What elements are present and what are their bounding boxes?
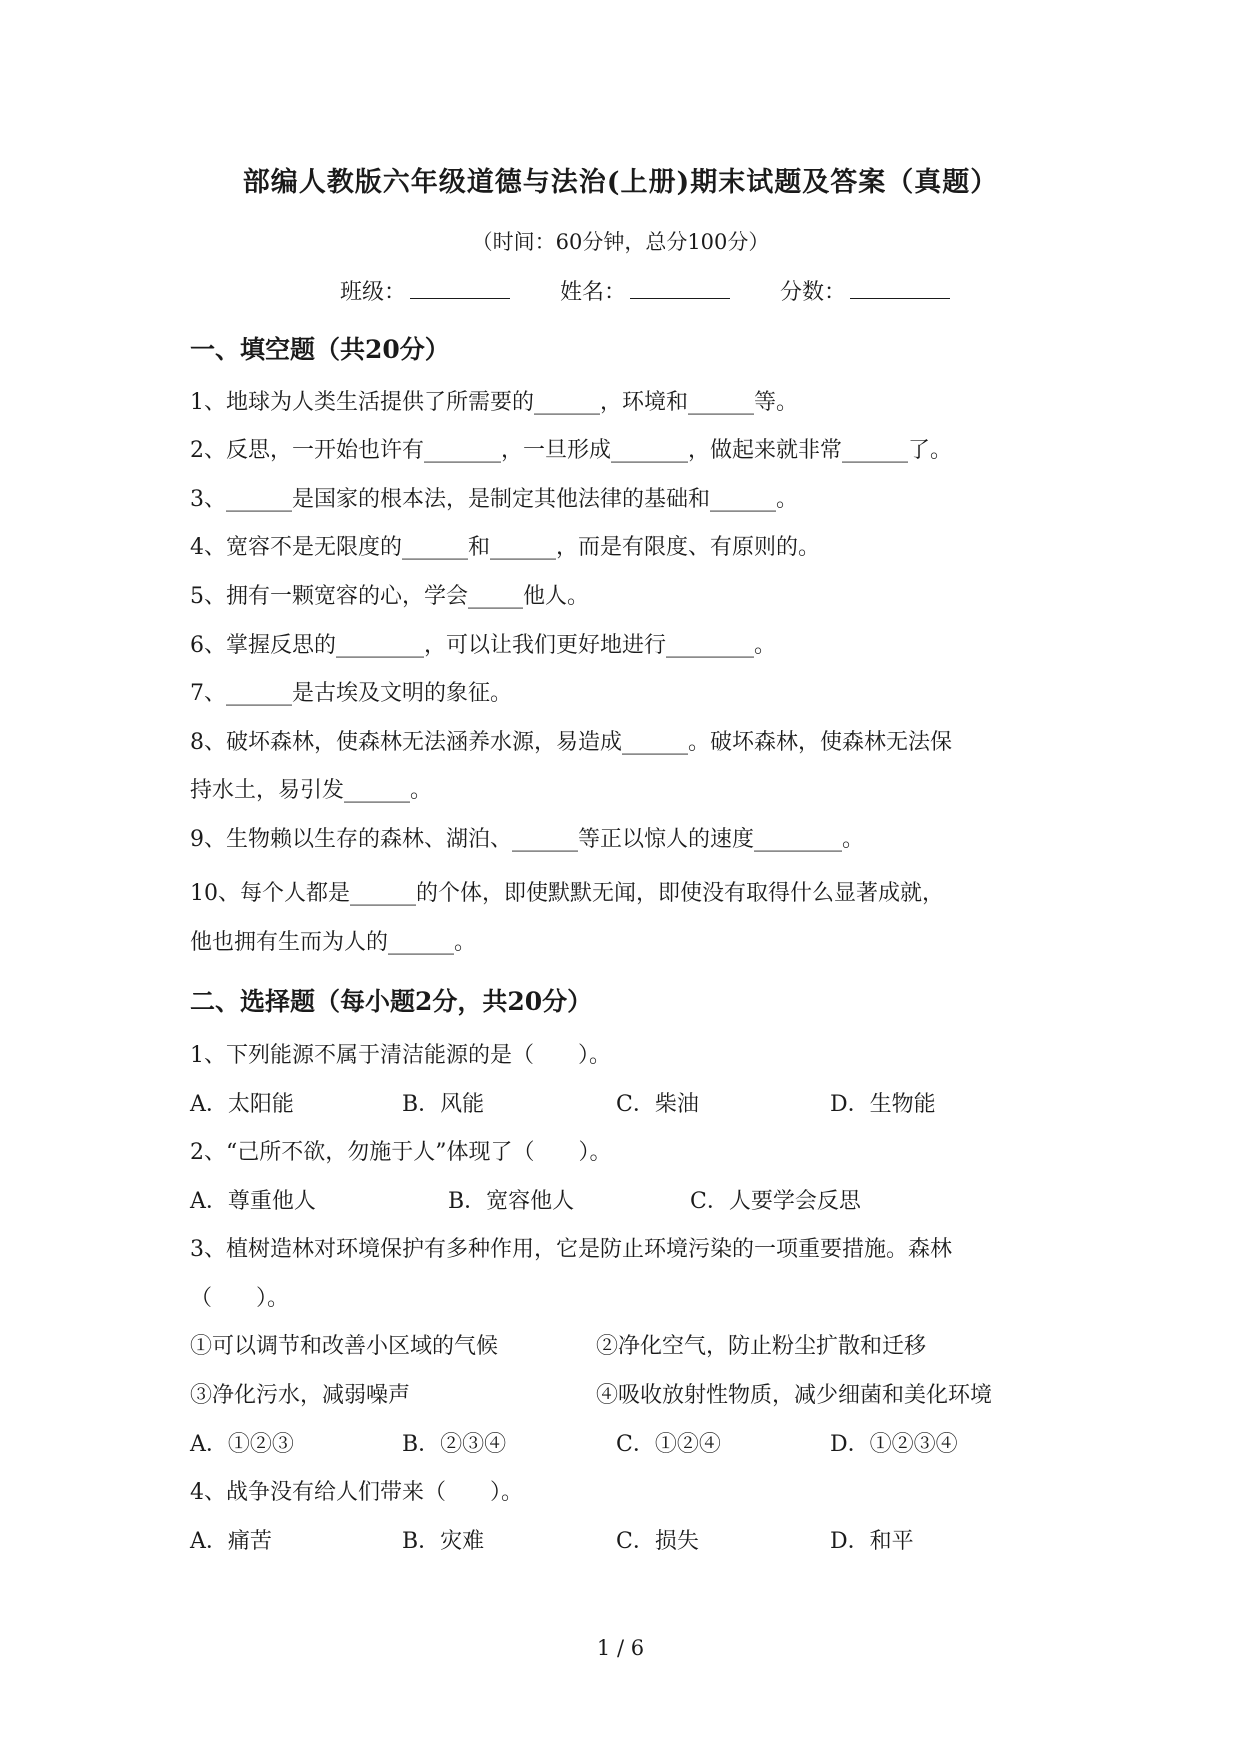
name-blank [630, 276, 730, 299]
fill-question-8: 8、破坏森林，使森林无法涵养水源，易造成______。破坏森林，使森林无法保 [190, 730, 952, 755]
statement-1: ①可以调节和改善小区域的气候 [190, 1334, 499, 1359]
option-a: A．①②③ [190, 1432, 294, 1457]
name-field [560, 275, 730, 306]
option-a: A．尊重他人 [190, 1189, 316, 1214]
option-c: C．①②④ [616, 1432, 721, 1457]
score-field [780, 275, 950, 306]
choice-question-3-items-row2 [190, 1378, 1070, 1408]
exam-time-note: （时间：60分钟，总分100分） [471, 230, 770, 254]
statement-3: ③净化污水，减弱噪声 [190, 1383, 411, 1408]
choice-question-3-options [190, 1427, 1070, 1457]
option-a: A．痛苦 [190, 1529, 272, 1554]
student-info-row [340, 275, 980, 306]
name-label: 姓名： [560, 280, 627, 305]
choice-question-3: 3、植树造林对环境保护有多种作用，它是防止环境污染的一项重要措施。森林 [190, 1237, 952, 1262]
statement-2: ②净化空气，防止粉尘扩散和迁移 [596, 1334, 927, 1359]
choice-question-4: 4、战争没有给人们带来（ ）。 [190, 1480, 523, 1505]
fill-question-3: 3、______是国家的根本法，是制定其他法律的基础和______。 [190, 487, 798, 512]
class-field [340, 275, 510, 306]
score-label: 分数： [780, 280, 847, 305]
choice-question-3-items-row1 [190, 1329, 1070, 1359]
section-heading-fill-blank: 一、填空题（共20分） [190, 335, 450, 364]
choice-question-2: 2、“己所不欲，勿施于人”体现了（ ）。 [190, 1140, 612, 1165]
choice-question-1: 1、下列能源不属于清洁能源的是（ ）。 [190, 1043, 611, 1068]
exam-title: 部编人教版六年级道德与法治(上册)期末试题及答案（真题） [242, 167, 999, 198]
option-b: B．灾难 [402, 1529, 485, 1554]
option-b: B．宽容他人 [448, 1189, 575, 1214]
option-a: A．太阳能 [190, 1092, 294, 1117]
option-d: D．和平 [830, 1529, 914, 1554]
choice-question-2-options [190, 1184, 1070, 1214]
fill-question-2: 2、反思，一开始也许有_______，一旦形成_______，做起来就非常______了。 [190, 438, 952, 463]
class-label: 班级： [340, 280, 407, 305]
page-number: 1 / 6 [596, 1636, 645, 1660]
option-b: B．②③④ [402, 1432, 507, 1457]
fill-question-1: 1、地球为人类生活提供了所需要的______，环境和______等。 [190, 390, 798, 415]
choice-question-1-options [190, 1087, 1070, 1117]
option-c: C．柴油 [616, 1092, 699, 1117]
fill-question-10: 10、每个人都是______的个体，即使默默无闻，即使没有取得什么显著成就， [190, 881, 944, 906]
fill-question-7: 7、______是古埃及文明的象征。 [190, 681, 512, 706]
fill-question-4: 4、宽容不是无限度的______和______，而是有限度、有原则的。 [190, 535, 820, 560]
choice-question-4-options [190, 1524, 1070, 1554]
option-d: D．①②③④ [830, 1432, 958, 1457]
option-d: D．生物能 [830, 1092, 936, 1117]
fill-question-6: 6、掌握反思的________，可以让我们更好地进行________。 [190, 633, 776, 658]
choice-question-3-cont: （ ）。 [190, 1286, 290, 1311]
section-heading-choice: 二、选择题（每小题2分，共20分） [190, 987, 593, 1016]
option-c: C．损失 [616, 1529, 699, 1554]
option-c: C．人要学会反思 [690, 1189, 861, 1214]
option-b: B．风能 [402, 1092, 485, 1117]
fill-question-5: 5、拥有一颗宽容的心，学会_____他人。 [190, 584, 589, 609]
score-blank [850, 276, 950, 299]
fill-question-8-cont: 持水土，易引发______。 [190, 778, 433, 803]
statement-4: ④吸收放射性物质，减少细菌和美化环境 [596, 1383, 993, 1408]
fill-question-10-cont: 他也拥有生而为人的______。 [190, 930, 477, 955]
class-blank [410, 276, 510, 299]
fill-question-9: 9、生物赖以生存的森林、湖泊、______等正以惊人的速度________。 [190, 827, 864, 852]
